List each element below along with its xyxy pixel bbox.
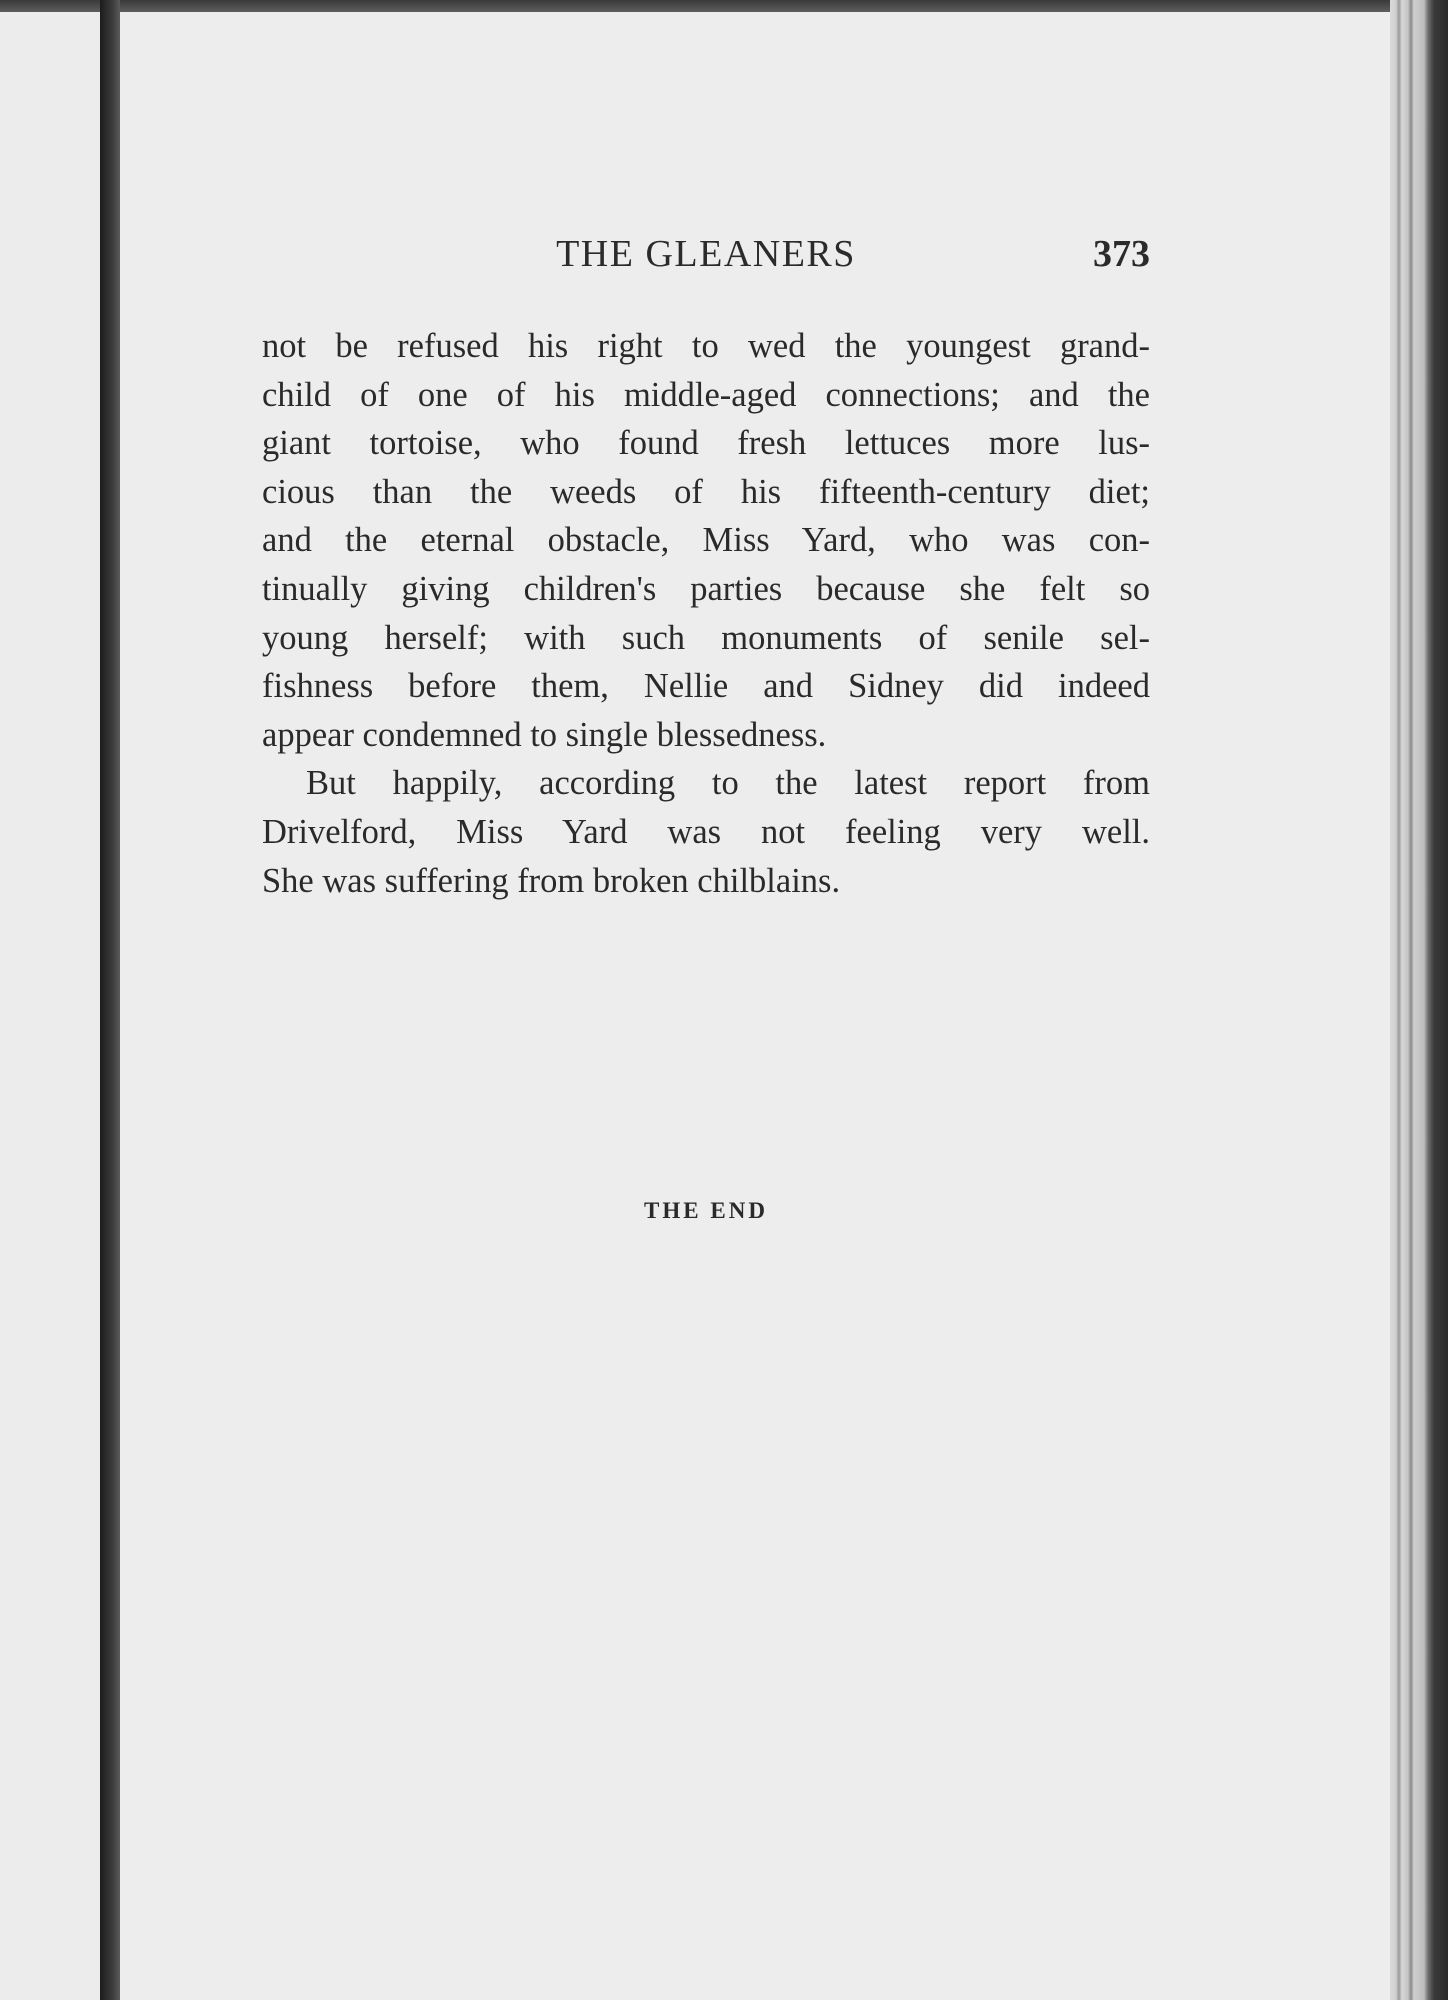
text-line: giant tortoise, who found fresh lettuces more lus-	[262, 424, 1150, 463]
page-stack-edge	[1390, 0, 1448, 2000]
facing-page-edge	[0, 12, 100, 2000]
text-line: But happily, according to the latest report from	[306, 764, 1150, 803]
text-line: and the eternal obstacle, Miss Yard, who was con-	[262, 521, 1150, 560]
text-line: fishness before them, Nellie and Sidney did indeed	[262, 667, 1150, 706]
text-line: She was suffering from broken chilblains.	[262, 861, 841, 900]
scan-top-edge	[0, 0, 1448, 12]
text-line: Drivelford, Miss Yard was not feeling very well.	[262, 812, 1150, 851]
text-line: appear condemned to single blessedness.	[262, 715, 827, 754]
text-line: child of one of his middle-aged connections; and the	[262, 375, 1150, 414]
page-number: 373	[1093, 233, 1150, 275]
running-title: THE GLEANERS	[556, 233, 856, 275]
text-line: young herself; with such monuments of senile sel-	[262, 618, 1150, 657]
running-head	[262, 232, 1150, 282]
the-end-heading: THE END	[644, 1198, 768, 1223]
book-binding-gutter	[100, 0, 120, 2000]
text-line: tinually giving children's parties because she felt so	[262, 569, 1150, 608]
text-line: cious than the weeds of his fifteenth-century diet;	[262, 472, 1150, 511]
body-text	[262, 322, 1150, 905]
text-line: not be refused his right to wed the youngest grand-	[262, 327, 1150, 365]
book-page	[120, 12, 1390, 2000]
